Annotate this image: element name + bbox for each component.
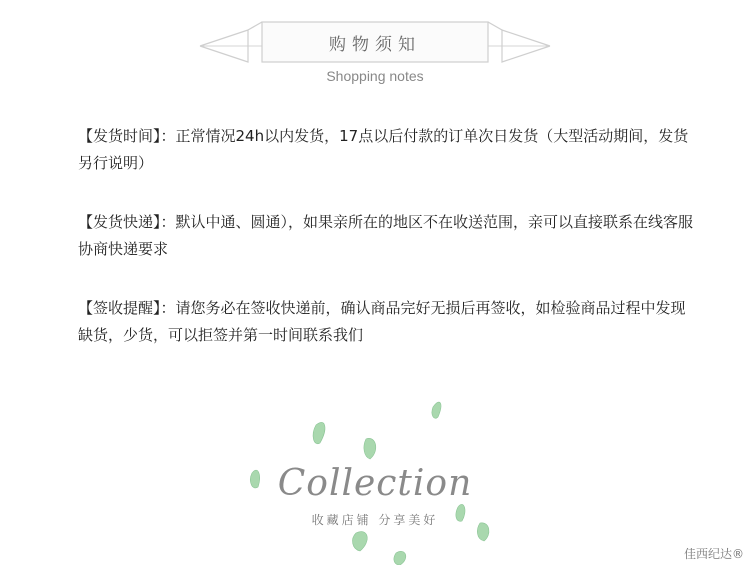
page-subtitle: Shopping notes [326, 68, 424, 84]
leaf-icon [432, 402, 441, 418]
note-text: ：默认中通、圆通），如果亲所在的地区不在收送范围，亲可以直接联系在线客服协商快递要求 [78, 213, 694, 258]
collection-block[interactable] [230, 395, 520, 565]
collection-subtitle: 收藏店铺 分享美好 [311, 513, 439, 527]
page-title: 购物须知 [329, 35, 421, 55]
leaf-icon [394, 551, 406, 565]
note-label: 【发货时间】 [78, 127, 161, 145]
note-signing [78, 295, 698, 349]
note-label: 【发货快递】 [78, 213, 161, 231]
leaf-icon [353, 532, 368, 551]
note-text: ：正常情况24h以内发货，17点以后付款的订单次日发货（大型活动期间，发货另行说明） [78, 127, 689, 172]
leaf-icon [313, 422, 325, 443]
header-banner [0, 0, 750, 100]
leaf-icon [364, 438, 376, 459]
brand-watermark: 佳西纪达® [683, 547, 744, 561]
note-shipping-time [78, 123, 698, 177]
notes-list [78, 123, 698, 381]
note-text: ：请您务必在签收快递前，确认商品完好无损后再签收，如检验商品过程中发现缺货，少货，可以拒签并第一时间联系我们 [78, 299, 686, 344]
collection-title: Collection [277, 463, 473, 504]
note-courier [78, 209, 698, 263]
note-label: 【签收提醒】 [78, 299, 161, 317]
